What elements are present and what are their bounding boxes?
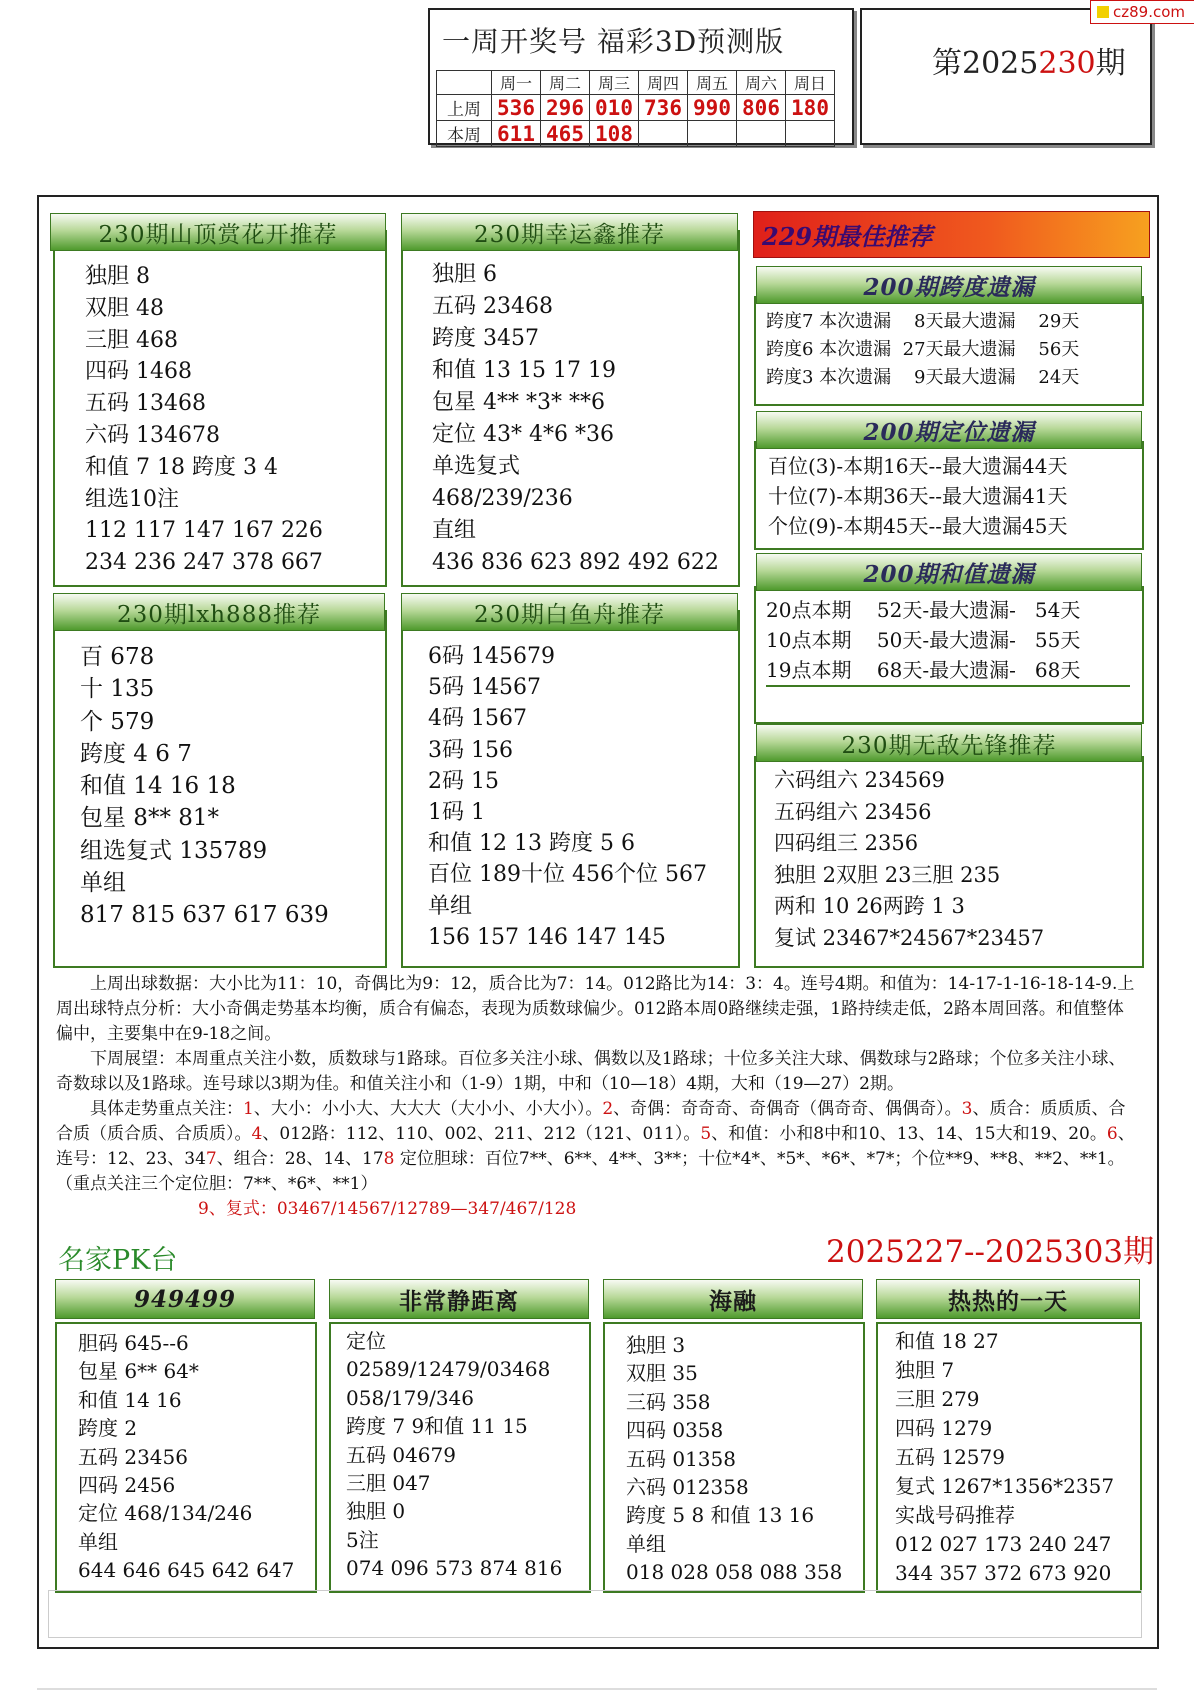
list-item: 和值 7 18 跨度 3 4 bbox=[85, 454, 278, 480]
analysis-last-week: 上周出球数据：大小比为11：10，奇偶比为9：12，质合比为7：14。012路比为14：3：4。连号4期。和值为：14-17-1-16-18-14-9.上周出球特点分析：大小奇偶走势基本均衡，质合有偏态，表现为质数球偏少。012路本周0路继续走强，1路持续走低，2路本周回落。和值整体偏中，主要集中在9-18之间。 bbox=[56, 974, 1135, 1044]
day-header: 周日 bbox=[786, 71, 835, 95]
list-item: 5码 14567 bbox=[428, 675, 541, 701]
list-item: 组选10注 bbox=[85, 486, 179, 512]
list-item: 独胆 0 bbox=[346, 1499, 406, 1524]
panel-shanding-title: 230期山顶赏花开推荐 bbox=[50, 213, 386, 251]
list-item: 个 579 bbox=[80, 708, 155, 735]
list-item: 六码组六 234569 bbox=[774, 768, 945, 792]
list-item: 复式 1267*1356*2357 bbox=[895, 1474, 1115, 1498]
list-item: 和值 13 15 17 19 bbox=[432, 358, 616, 383]
list-item: 和值 18 27 bbox=[895, 1329, 999, 1353]
site-logo[interactable]: cz89.com bbox=[1090, 0, 1194, 24]
analysis-text bbox=[56, 972, 1136, 1222]
panel-shanding-list bbox=[85, 261, 323, 579]
list-item: 百 678 bbox=[80, 644, 155, 670]
list-item: 十 135 bbox=[80, 676, 155, 703]
day-header: 周一 bbox=[492, 71, 541, 95]
analysis-next-week: 下周展望：本周重点关注小数，质数球与1路球。百位多关注小球、偶数以及1路球；十位多关注大球、偶数球与2路球；个位多关注小球、奇数球以及1路球。连号球以3期为佳。和值关注小和（1-9）1期，中和（10—18）4期，大和（19—27）2期。 bbox=[56, 1049, 1126, 1094]
list-item: 012 027 173 240 247 bbox=[895, 1532, 1112, 1556]
list-item: 1码 1 bbox=[428, 800, 485, 826]
panel-baiyu-list bbox=[428, 641, 707, 953]
panel-dingwei-title: 200期定位遗漏 bbox=[756, 411, 1142, 449]
list-item: 单组 bbox=[78, 1529, 118, 1554]
list-item: 五码组六 23456 bbox=[774, 799, 932, 824]
list-item: 和值 12 13 跨度 5 6 bbox=[428, 831, 635, 857]
list-item: 344 357 372 673 920 bbox=[895, 1561, 1112, 1585]
list-item: 两和 10 26两跨 1 3 bbox=[774, 894, 965, 918]
draw-number: 806 bbox=[737, 95, 786, 121]
draw-number: 465 bbox=[541, 121, 590, 147]
list-item: 独胆 2双胆 23三胆 235 bbox=[774, 862, 1001, 887]
pk-label: 名家PK台 bbox=[58, 1245, 178, 1276]
list-item: 19点本期 68天-最大遗漏- 68天 bbox=[766, 658, 1081, 682]
issue-panel bbox=[860, 8, 1152, 145]
list-item: 跨度6 本次遗漏 27天最大遗漏 56天 bbox=[766, 339, 1080, 360]
list-item: 定位 43* 4*6 *36 bbox=[432, 422, 614, 447]
list-item: 和值 14 16 bbox=[78, 1387, 182, 1412]
list-item: 跨度 3457 bbox=[432, 326, 539, 351]
list-item: 包星 6** 64* bbox=[78, 1359, 199, 1384]
list-item: 单选复式 bbox=[432, 454, 521, 479]
list-item: 独胆 6 bbox=[432, 262, 497, 287]
list-item: 独胆 7 bbox=[895, 1358, 955, 1382]
logo-square-icon bbox=[1097, 6, 1109, 18]
draw-number: 990 bbox=[688, 95, 737, 121]
list-item: 234 236 247 378 667 bbox=[85, 550, 323, 576]
list-item: 2码 15 bbox=[428, 768, 499, 794]
list-item: 定位 bbox=[346, 1329, 386, 1353]
list-item: 双胆 48 bbox=[85, 295, 164, 321]
list-item: 百位(3)-本期16天--最大遗漏44天 bbox=[768, 454, 1068, 478]
list-item: 六码 012358 bbox=[626, 1475, 749, 1500]
draw-number bbox=[786, 121, 835, 147]
list-item: 单组 bbox=[428, 893, 473, 919]
list-item: 独胆 8 bbox=[85, 264, 150, 289]
list-item: 156 157 146 147 145 bbox=[428, 924, 666, 950]
list-item: 组选复式 135789 bbox=[80, 837, 268, 864]
list-item: 074 096 573 874 816 bbox=[346, 1556, 563, 1581]
panel-xingyun-title: 230期幸运鑫推荐 bbox=[401, 213, 738, 251]
list-item: 468/239/236 bbox=[432, 486, 573, 511]
footer-strip bbox=[48, 1590, 1142, 1638]
analysis-fushi: 9、复式：03467/14567/12789—347/467/128 bbox=[198, 1199, 577, 1219]
list-item: 包星 4** *3* **6 bbox=[432, 390, 605, 415]
list-item: 六码 134678 bbox=[85, 422, 220, 448]
list-item: 四码 0358 bbox=[626, 1418, 724, 1443]
panel-dingwei-list bbox=[768, 451, 1068, 541]
list-item: 直组 bbox=[432, 518, 477, 543]
analysis-trend: 具体走势重点关注：1、大小：小小大、大大大（大小小、小大小）。2、奇偶：奇奇奇、奇偶奇（偶奇奇、偶偶奇）。3、质合：质质质、合合质（质合质、合质质）。4、012路：112、110、002、211、212（121、011）。5、和值：小和8中和10、13、14、15大和19、20。6、连号：12、23、347、组合：28、14、178 定位胆球：百位7**、6**、4**、3**；十位*4*、*5*、*6*、*7*；个位**9、**8、**2、**1。（重点关注三个定位胆：7**、*6*、**1） bbox=[56, 1099, 1135, 1194]
panel-kuadu-list bbox=[766, 308, 1079, 392]
panel-lxh-list bbox=[80, 641, 329, 932]
panel-wudi-title: 230期无敌先锋推荐 bbox=[756, 724, 1142, 762]
weekly-draw-table bbox=[436, 70, 835, 147]
list-item: 四码 2456 bbox=[78, 1473, 176, 1498]
list-item: 胆码 645--6 bbox=[78, 1331, 189, 1355]
draw-number: 180 bbox=[786, 95, 835, 121]
list-item: 436 836 623 892 492 622 bbox=[432, 550, 719, 575]
row-label-this-week: 本周 bbox=[437, 121, 492, 147]
list-item: 四码 1468 bbox=[85, 359, 192, 385]
list-item: 五码 13468 bbox=[85, 391, 206, 417]
day-header: 周二 bbox=[541, 71, 590, 95]
pk-col-1-list bbox=[78, 1329, 294, 1585]
list-item: 单组 bbox=[626, 1531, 666, 1556]
list-item: 和值 14 16 18 bbox=[80, 773, 236, 800]
bottom-divider bbox=[37, 1688, 1157, 1690]
day-header: 周三 bbox=[590, 71, 639, 95]
panel-hezhi-title: 200期和值遗漏 bbox=[756, 553, 1142, 591]
list-item: 百位 189十位 456个位 567 bbox=[428, 862, 707, 888]
list-item: 五码 23468 bbox=[432, 294, 553, 319]
panel-kuadu-title: 200期跨度遗漏 bbox=[756, 266, 1142, 304]
pk-col-3-list bbox=[626, 1331, 842, 1587]
list-item: 跨度 4 6 7 bbox=[80, 740, 192, 767]
list-item: 五码 23456 bbox=[78, 1444, 188, 1469]
list-item: 跨度3 本次遗漏 9天最大遗漏 24天 bbox=[766, 367, 1080, 388]
panel-hezhi-list bbox=[766, 595, 1080, 685]
list-item: 058/179/346 bbox=[346, 1385, 474, 1410]
list-item: 644 646 645 642 647 bbox=[78, 1558, 295, 1583]
list-item: 复试 23467*24567*23457 bbox=[774, 925, 1045, 950]
weekly-draw-panel bbox=[428, 8, 854, 145]
list-item: 三码 358 bbox=[626, 1389, 711, 1414]
list-item: 817 815 637 617 639 bbox=[80, 902, 329, 929]
panel-baiyu-title: 230期白鱼舟推荐 bbox=[401, 593, 738, 631]
list-item: 单组 bbox=[80, 870, 126, 897]
draw-number: 611 bbox=[492, 121, 541, 147]
pk-col-1-title: 949499 bbox=[55, 1279, 315, 1319]
list-item: 五码 04679 bbox=[346, 1442, 456, 1467]
panel-lxh-title: 230期lxh888推荐 bbox=[53, 593, 385, 631]
list-item: 四码 1279 bbox=[895, 1416, 993, 1440]
list-item: 20点本期 52天-最大遗漏- 54天 bbox=[766, 598, 1081, 622]
list-item: 实战号码推荐 bbox=[895, 1503, 1015, 1527]
pk-col-4-list bbox=[895, 1327, 1114, 1588]
day-header: 周六 bbox=[737, 71, 786, 95]
list-item: 跨度 7 9和值 11 15 bbox=[346, 1414, 528, 1439]
list-item: 018 028 058 088 358 bbox=[626, 1560, 843, 1585]
pk-range: 2025227--2025303期 bbox=[826, 1234, 1155, 1270]
header-title: 一周开奖号 福彩3D预测版 bbox=[442, 25, 785, 58]
pk-col-2-list bbox=[346, 1327, 562, 1583]
panel-best-title: 229期最佳推荐 bbox=[753, 211, 1150, 258]
list-item: 定位 468/134/246 bbox=[78, 1501, 253, 1526]
list-item: 6码 145679 bbox=[428, 644, 555, 669]
list-item: 02589/12479/03468 bbox=[346, 1357, 551, 1382]
pk-col-2-title: 非常静距离 bbox=[329, 1279, 589, 1319]
panel-wudi-list bbox=[774, 765, 1044, 954]
list-item: 三胆 279 bbox=[895, 1387, 980, 1411]
list-item: 五码 12579 bbox=[895, 1445, 1005, 1469]
day-header: 周四 bbox=[639, 71, 688, 95]
pk-col-4-title: 热热的一天 bbox=[876, 1279, 1140, 1319]
draw-number: 108 bbox=[590, 121, 639, 147]
draw-number: 536 bbox=[492, 95, 541, 121]
list-item: 跨度 5 8 和值 13 16 bbox=[626, 1503, 815, 1528]
list-item: 三胆 047 bbox=[346, 1471, 431, 1496]
row-label-last-week: 上周 bbox=[437, 95, 492, 121]
issue-number: 第2025230期 bbox=[932, 46, 1126, 81]
pk-col-3-title: 海融 bbox=[603, 1279, 863, 1319]
list-item: 包星 8** 81* bbox=[80, 805, 220, 832]
list-item: 四码组三 2356 bbox=[774, 831, 919, 855]
draw-number: 736 bbox=[639, 95, 688, 121]
divider bbox=[766, 685, 1130, 687]
draw-number bbox=[688, 121, 737, 147]
list-item: 双胆 35 bbox=[626, 1361, 698, 1386]
list-item: 跨度 2 bbox=[78, 1416, 138, 1441]
panel-xingyun-list bbox=[432, 259, 719, 579]
list-item: 独胆 3 bbox=[626, 1333, 686, 1357]
list-item: 十位(7)-本期36天--最大遗漏41天 bbox=[768, 484, 1068, 508]
draw-number: 296 bbox=[541, 95, 590, 121]
list-item: 个位(9)-本期45天--最大遗漏45天 bbox=[768, 514, 1068, 538]
list-item: 3码 156 bbox=[428, 737, 513, 763]
list-item: 10点本期 50天-最大遗漏- 55天 bbox=[766, 628, 1081, 652]
day-header: 周五 bbox=[688, 71, 737, 95]
draw-number bbox=[737, 121, 786, 147]
list-item: 4码 1567 bbox=[428, 706, 527, 732]
draw-number: 010 bbox=[590, 95, 639, 121]
list-item: 跨度7 本次遗漏 8天最大遗漏 29天 bbox=[766, 311, 1080, 332]
draw-number bbox=[639, 121, 688, 147]
list-item: 五码 01358 bbox=[626, 1446, 736, 1471]
table-corner bbox=[437, 71, 492, 95]
list-item: 5注 bbox=[346, 1527, 379, 1552]
list-item: 112 117 147 167 226 bbox=[85, 518, 323, 544]
list-item: 三胆 468 bbox=[85, 327, 178, 353]
